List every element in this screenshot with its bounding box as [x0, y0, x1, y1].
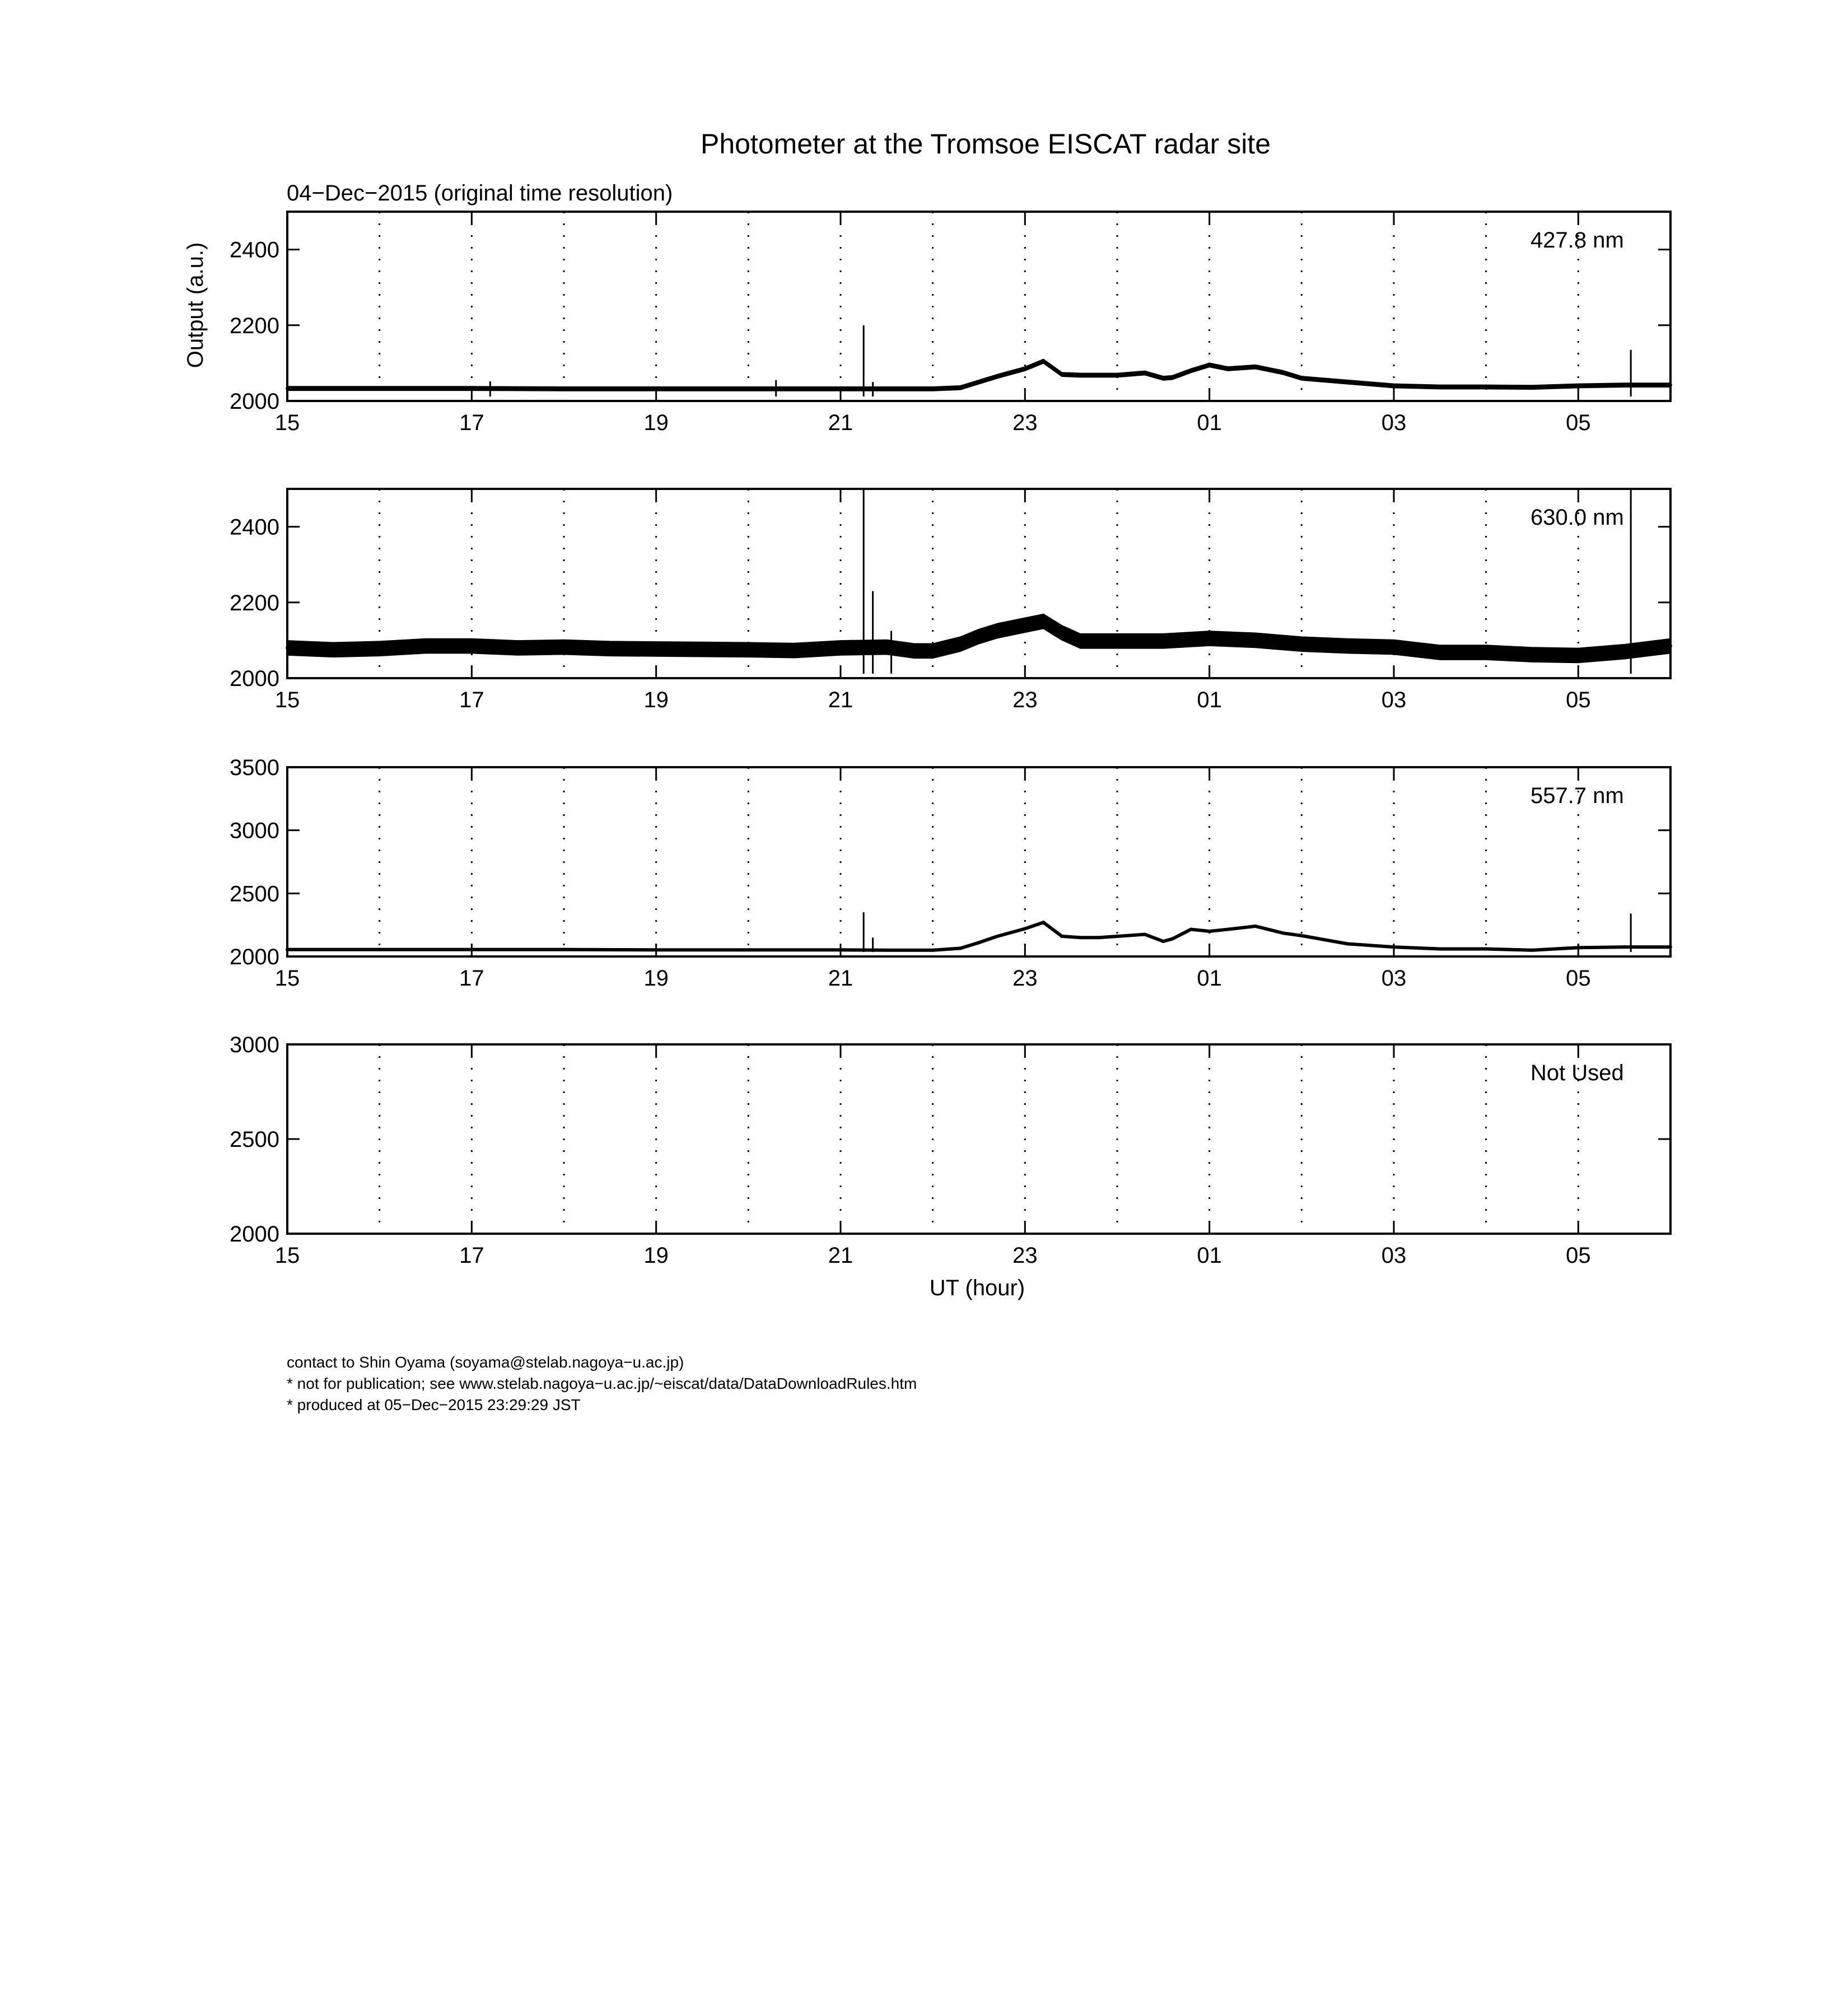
- data-point: [1023, 623, 1026, 627]
- y-tick-label: 3000: [230, 1033, 279, 1057]
- data-point: [1485, 385, 1488, 389]
- data-point: [470, 645, 473, 648]
- data-point: [1281, 931, 1285, 935]
- axes-frame: [287, 767, 1670, 956]
- x-tick-label: 15: [274, 1243, 300, 1268]
- data-point: [1254, 925, 1257, 928]
- data-point: [1300, 376, 1303, 380]
- data-point: [378, 647, 381, 650]
- data-point: [1576, 654, 1580, 657]
- data-point: [746, 387, 750, 390]
- data-point: [1530, 949, 1534, 952]
- x-tick-label: 19: [643, 1243, 669, 1268]
- panel-1: [230, 212, 1672, 435]
- y-axis-label: Output (a.u.): [183, 242, 208, 368]
- panel-2: [230, 489, 1672, 712]
- y-tick-label: 2200: [230, 590, 279, 615]
- data-point: [1254, 638, 1257, 642]
- data-point: [562, 387, 566, 390]
- x-tick-label: 23: [1012, 966, 1038, 991]
- data-point: [996, 629, 999, 633]
- data-point: [885, 646, 888, 649]
- data-point: [1023, 367, 1026, 371]
- data-point: [746, 948, 750, 951]
- data-point: [1226, 928, 1230, 931]
- x-tick-label: 03: [1381, 410, 1407, 435]
- data-point: [1161, 940, 1165, 943]
- footer-contact: contact to Shin Oyama (soyama@stelab.nagoya−u.ac.jp): [287, 1354, 684, 1371]
- data-point: [746, 648, 750, 651]
- x-tick-label: 03: [1381, 1243, 1407, 1268]
- data-point: [1143, 371, 1146, 375]
- data-point: [1623, 650, 1626, 654]
- data-point: [1254, 365, 1257, 368]
- x-tick-label: 21: [828, 1243, 853, 1268]
- y-tick-label: 2000: [230, 666, 279, 691]
- x-tick-label: 23: [1012, 688, 1038, 712]
- y-tick-label: 3000: [230, 818, 279, 843]
- data-point: [793, 649, 796, 652]
- data-point: [1530, 386, 1534, 389]
- y-tick-label: 3500: [230, 755, 279, 780]
- data-point: [1079, 936, 1082, 939]
- data-point: [1392, 646, 1396, 649]
- data-point: [959, 386, 962, 389]
- data-point: [1530, 653, 1534, 656]
- x-tick-label: 17: [459, 688, 484, 712]
- data-point: [1097, 374, 1100, 377]
- data-point: [1161, 640, 1165, 643]
- data-point: [1281, 371, 1285, 374]
- data-point: [655, 647, 658, 651]
- data-point: [931, 387, 935, 390]
- data-point: [1208, 930, 1211, 933]
- data-point: [1134, 934, 1137, 937]
- data-point: [1042, 360, 1045, 363]
- panel-4: [230, 1033, 1670, 1268]
- x-tick-label: 01: [1197, 1243, 1222, 1268]
- data-point: [562, 646, 566, 649]
- data-point: [1208, 637, 1211, 640]
- data-point: [1116, 935, 1119, 938]
- x-tick-label: 17: [459, 966, 484, 991]
- x-tick-label: 05: [1566, 410, 1591, 435]
- x-tick-label: 15: [274, 966, 300, 991]
- data-point: [1097, 936, 1100, 939]
- axes-frame: [287, 212, 1670, 401]
- x-tick-label: 19: [643, 410, 669, 435]
- data-point: [1042, 620, 1045, 623]
- data-point: [1143, 933, 1146, 936]
- data-point: [977, 635, 981, 638]
- data-point: [1576, 384, 1580, 388]
- y-tick-label: 2000: [230, 389, 279, 414]
- data-point: [839, 646, 842, 650]
- x-tick-label: 23: [1012, 1243, 1038, 1268]
- data-point: [378, 387, 381, 390]
- data-point: [1023, 927, 1026, 930]
- data-point: [1438, 947, 1441, 950]
- data-point: [516, 646, 520, 650]
- panel-label: 557.7 nm: [1530, 783, 1624, 808]
- x-tick-label: 01: [1197, 966, 1222, 991]
- data-point: [608, 647, 612, 650]
- x-tick-label: 17: [459, 410, 484, 435]
- panels: [230, 212, 1672, 1268]
- data-point: [1226, 367, 1230, 371]
- figure-subtitle: 04−Dec−2015 (original time resolution): [287, 181, 673, 206]
- data-point: [1171, 937, 1174, 940]
- data-point: [1161, 376, 1165, 380]
- data-point: [931, 949, 935, 952]
- y-tick-label: 2200: [230, 313, 279, 338]
- data-point: [996, 375, 999, 378]
- data-point: [332, 648, 335, 651]
- data-point: [1079, 374, 1082, 377]
- data-point: [977, 941, 981, 944]
- panel-label: 630.0 nm: [1530, 505, 1624, 530]
- data-point: [1060, 631, 1063, 634]
- series-band-1: [287, 614, 1670, 663]
- x-tick-label: 23: [1012, 410, 1038, 435]
- x-tick-label: 19: [643, 688, 669, 712]
- data-point: [1346, 942, 1350, 945]
- x-axis-label: UT (hour): [929, 1276, 1025, 1300]
- y-tick-label: 2400: [230, 237, 279, 263]
- data-point: [1060, 373, 1063, 376]
- data-point: [1623, 945, 1626, 949]
- panel-label: 427.8 nm: [1530, 228, 1624, 253]
- data-point: [1079, 640, 1082, 643]
- data-point: [1438, 651, 1441, 654]
- data-point: [378, 948, 381, 951]
- axes-frame: [287, 1044, 1670, 1234]
- data-point: [1060, 935, 1063, 938]
- y-tick-label: 2000: [230, 945, 279, 969]
- x-tick-label: 21: [828, 688, 853, 712]
- x-tick-label: 15: [274, 410, 300, 435]
- x-tick-label: 17: [459, 1243, 484, 1268]
- data-point: [1346, 380, 1350, 384]
- x-tick-label: 15: [274, 688, 300, 712]
- data-point: [1485, 651, 1488, 654]
- x-tick-label: 21: [828, 410, 853, 435]
- x-tick-label: 03: [1381, 688, 1407, 712]
- data-point: [1189, 369, 1193, 372]
- data-point: [424, 645, 427, 648]
- footer-rules: * not for publication; see www.stelab.nagoya−u.ac.jp/~eiscat/data/DataDownloadRules.htm: [287, 1375, 917, 1392]
- data-point: [977, 380, 981, 384]
- figure-title: Photometer at the Tromsoe EISCAT radar site: [700, 128, 1271, 160]
- data-point: [1438, 385, 1441, 389]
- data-point: [913, 649, 916, 652]
- data-point: [1171, 376, 1174, 379]
- data-point: [885, 387, 888, 390]
- x-tick-label: 05: [1566, 966, 1591, 991]
- data-point: [959, 642, 962, 646]
- data-point: [1392, 384, 1396, 388]
- panel-3: [230, 755, 1672, 991]
- series-band-1: [287, 921, 1670, 951]
- series-line-1: [287, 922, 1670, 950]
- data-point: [1116, 374, 1119, 377]
- data-point: [996, 935, 999, 938]
- panel-label: Not Used: [1530, 1061, 1624, 1085]
- data-point: [562, 948, 566, 951]
- data-point: [1300, 642, 1303, 646]
- x-tick-label: 19: [643, 966, 669, 991]
- x-tick-label: 21: [828, 966, 853, 991]
- data-point: [1116, 640, 1119, 643]
- y-tick-label: 2500: [230, 881, 279, 907]
- x-tick-label: 01: [1197, 688, 1222, 712]
- y-tick-label: 2400: [230, 515, 279, 540]
- x-tick-label: 01: [1197, 410, 1222, 435]
- data-point: [1485, 947, 1488, 950]
- data-point: [885, 949, 888, 952]
- data-point: [931, 649, 935, 652]
- x-tick-label: 05: [1566, 1243, 1591, 1268]
- data-point: [1346, 645, 1350, 648]
- y-tick-label: 2500: [230, 1127, 279, 1152]
- data-point: [1042, 921, 1045, 924]
- data-point: [1134, 372, 1137, 375]
- x-tick-label: 03: [1381, 966, 1407, 991]
- data-point: [959, 946, 962, 950]
- footer-produced: * produced at 05−Dec−2015 23:29:29 JST: [287, 1396, 581, 1413]
- data-point: [1189, 928, 1193, 931]
- data-point: [701, 648, 704, 651]
- data-point: [1623, 384, 1626, 387]
- data-point: [1208, 363, 1211, 367]
- data-point: [1300, 934, 1303, 937]
- y-tick-label: 2000: [230, 1222, 279, 1247]
- x-tick-label: 05: [1566, 688, 1591, 712]
